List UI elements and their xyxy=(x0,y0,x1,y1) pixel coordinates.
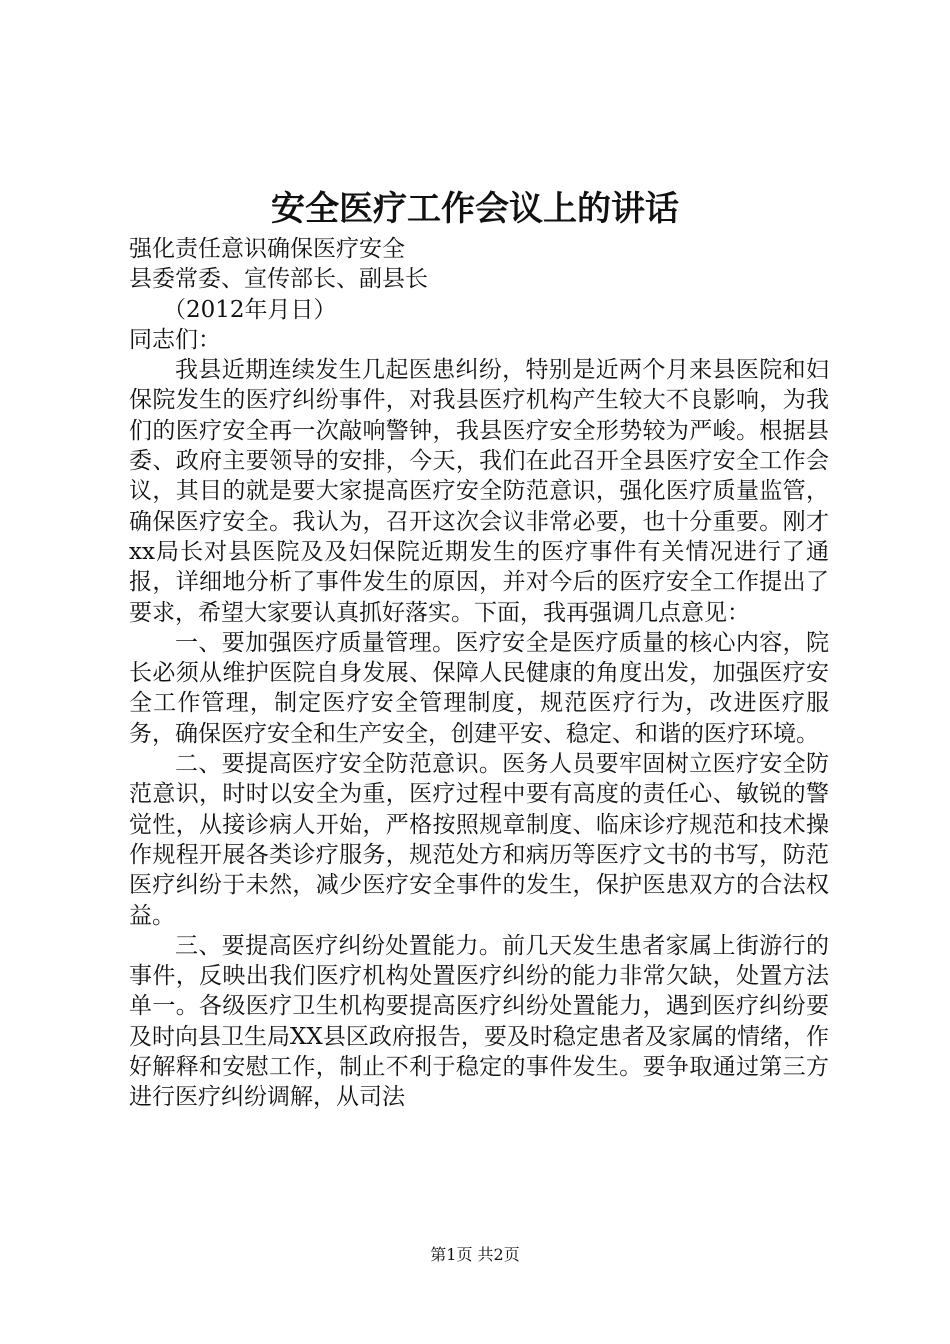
date-line: （2012年月日） xyxy=(163,296,337,323)
speaker-line: 县委常委、宣传部长、副县长 xyxy=(129,266,428,293)
document-title: 安全医疗工作会议上的讲话 xyxy=(271,189,679,229)
paragraph-point-1: 一、要加强医疗质量管理。医疗安全是医疗质量的核心内容，院长必须从维护医院自身发展、保障人民健康的角度出发，加强医疗安全工作管理，制定医疗安全管理制度，规范医疗行为，改进医疗服务，确保医疗安全和生产安全，创建平安、稳定、和谐的医疗环境。 xyxy=(129,629,829,747)
salutation: 同志们： xyxy=(129,326,221,353)
page-number: 第1页 共2页 xyxy=(430,1245,520,1264)
document-body xyxy=(129,234,829,1113)
paragraph-intro: 我县近期连续发生几起医患纠纷，特别是近两个月来县医院和妇保院发生的医疗纠纷事件，对我县医疗机构产生较大不良影响，为我们的医疗安全再一次敲响警钟，我县医疗安全形势较为严峻。根据县委、政府主要领导的安排，今天，我们在此召开全县医疗安全工作会议，其目的就是要大家提高医疗安全防范意识，强化医疗质量监管，确保医疗安全。我认为，召开这次会议非常必要，也十分重要。刚才xx局长对县医院及及妇保院近期发生的医疗事件有关情况进行了通报，详细地分析了事件发生的原因，并对今后的医疗安全工作提出了要求，希望大家要认真抓好落实。下面，我再强调几点意见： xyxy=(129,357,829,626)
paragraph-point-3: 三、要提高医疗纠纷处置能力。前几天发生患者家属上街游行的事件，反映出我们医疗机构处置医疗纠纷的能力非常欠缺，处置方法单一。各级医疗卫生机构要提高医疗纠纷处置能力，遇到医疗纠纷要及时向县卫生局XX县区政府报告，要及时稳定患者及家属的情绪，作好解释和安慰工作，制止不利于稳定的事件发生。要争取通过第三方进行医疗纠纷调解，从司法 xyxy=(129,932,829,1111)
document-subtitle: 强化责任意识确保医疗安全 xyxy=(129,236,405,262)
paragraph-point-2: 二、要提高医疗安全防范意识。医务人员要牢固树立医疗安全防范意识，时时以安全为重，医疗过程中要有高度的责任心、敏锐的警觉性，从接诊病人开始，严格按照规章制度、临床诊疗规范和技术操作规程开展各类诊疗服务，规范处方和病历等医疗文书的书写，防范医疗纠纷于未然，减少医疗安全事件的发生，保护医患双方的合法权益。 xyxy=(129,751,829,929)
